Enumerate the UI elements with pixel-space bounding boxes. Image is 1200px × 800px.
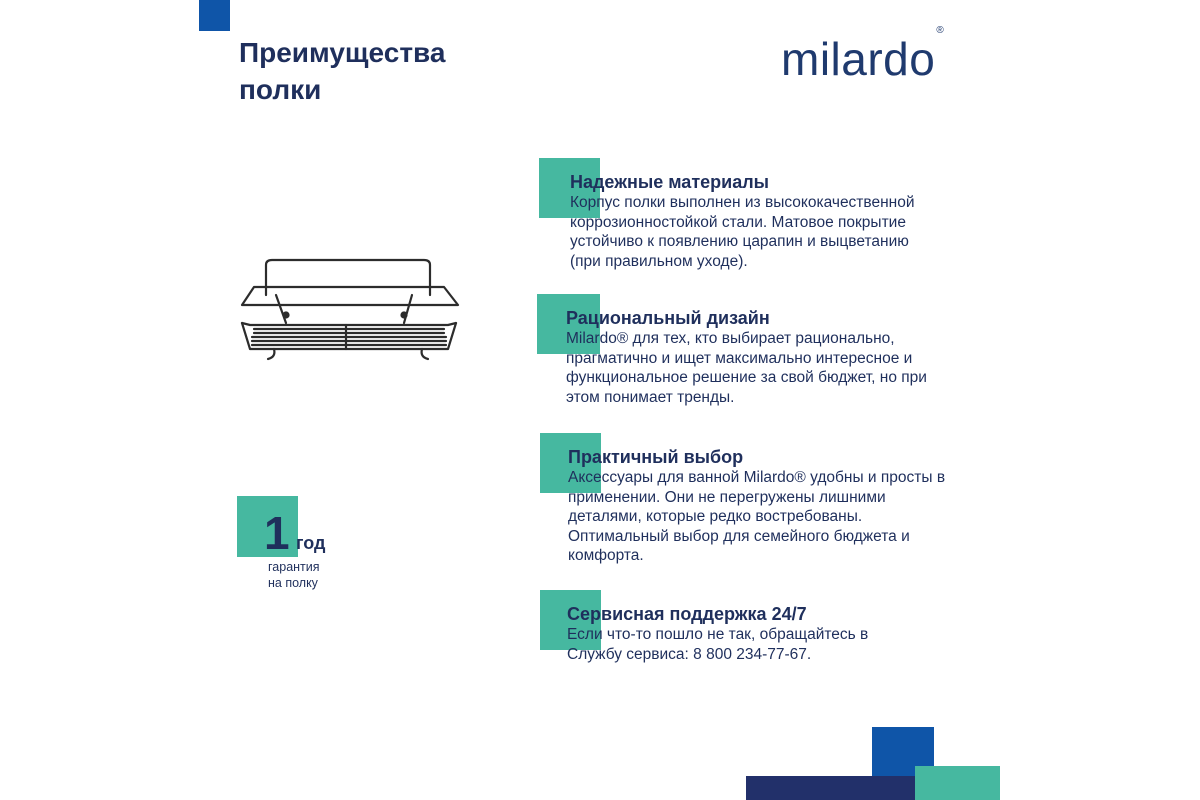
warranty-caption-line2: на полку — [268, 576, 318, 590]
feature-heading: Рациональный дизайн — [566, 308, 770, 328]
bottom-teal-square — [915, 766, 1000, 800]
page-title-line1: Преимущества — [239, 37, 446, 68]
feature-body: Корпус полки выполнен из высококачественной коррозионностойкой стали. Матовое покрытие устойчиво к появлению царапин и выцветанию (при правильном уходе). — [570, 194, 915, 270]
warranty-caption — [268, 559, 320, 591]
warranty-number: 1 — [264, 507, 290, 559]
feature-heading: Практичный выбор — [568, 447, 744, 467]
brand-reg-mark: ® — [936, 24, 945, 36]
page-title — [239, 34, 539, 108]
bottom-navy-bar — [746, 776, 918, 800]
warranty-unit: год — [296, 533, 326, 553]
brand-logo — [781, 24, 945, 86]
brand-logo-text: milardo — [781, 33, 936, 85]
feature-body: Если что-то пошло не так, обращайтесь в Службу сервиса: 8 800 234-77-67. — [567, 626, 869, 663]
feature-heading: Сервисная поддержка 24/7 — [567, 604, 807, 624]
page-title-line2: полки — [239, 74, 322, 105]
feature-heading: Надежные материалы — [570, 172, 770, 192]
shelf-illustration — [236, 255, 462, 365]
feature-body: Аксессуары для ванной Milardo® удобны и просты в применении. Они не перегружены лишними деталями, которые редко востребованы. Оптимальный выбор для семейного бюджета и комфорта. — [568, 469, 946, 565]
feature-body: Milardo® для тех, кто выбирает рационально, прагматично и ищет максимально интересное и функциональное решение за свой бюджет, но при этом понимает тренды. — [566, 330, 927, 406]
warranty-caption-line1: гарантия — [268, 560, 320, 574]
top-blue-square — [199, 0, 230, 31]
